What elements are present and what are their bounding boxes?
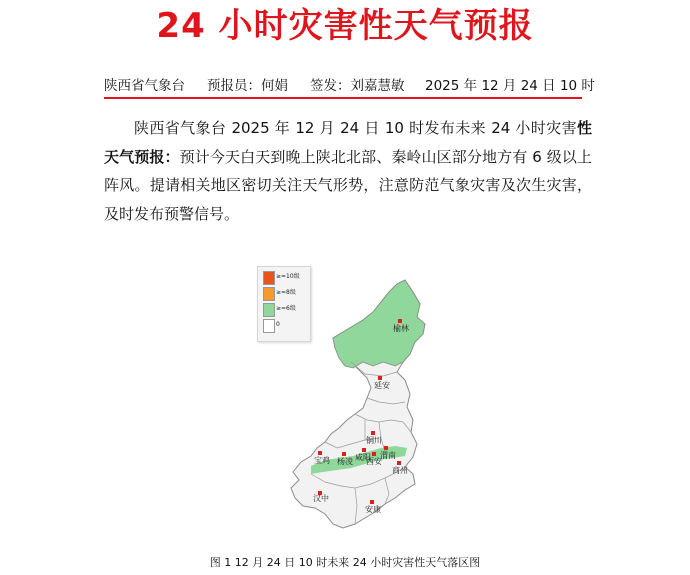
- legend-label: ≥=10级: [276, 273, 300, 280]
- forecast-text: 预计今天白天到晚上陕北北部、秦岭山区部分地方有 6 级以上阵风。提请相关地区密切关注天气形势，注意防范气象灾害及次生灾害，及时发布预警信号。: [104, 147, 592, 223]
- legend-swatch: [263, 287, 275, 301]
- city-marker: [397, 461, 401, 465]
- legend-swatch: [263, 271, 275, 285]
- city-label-yulin: 榆林: [393, 324, 409, 333]
- forecaster: 预报员：何娟: [207, 78, 288, 94]
- city-marker: [318, 451, 322, 455]
- legend-label: 0: [276, 321, 280, 328]
- city-label-ankang: 安康: [365, 505, 381, 514]
- legend-item: [263, 287, 308, 300]
- map-legend: [257, 266, 311, 342]
- city-label-yanan: 延安: [374, 381, 390, 390]
- city-label-tongchuan: 铜川: [366, 436, 382, 445]
- city-marker: [371, 431, 375, 435]
- city-marker: [372, 452, 376, 456]
- forecast-paragraph: [104, 114, 592, 228]
- city-label-hanzhong: 汉中: [313, 494, 329, 503]
- forecast-label: 性天气预报：: [104, 119, 592, 166]
- city-marker: [398, 319, 402, 323]
- city-marker: [370, 500, 374, 504]
- gust-area-north: [333, 280, 425, 368]
- city-marker: [362, 448, 366, 452]
- forecast-lead: 陕西省气象台 2025 年 12 月 24 日 10 时发布未来 24 小时灾害: [134, 119, 577, 137]
- city-label-xian: 西安: [366, 457, 382, 466]
- city-label-shangzhou: 商州: [392, 466, 408, 475]
- legend-item: [263, 303, 308, 316]
- city-marker: [384, 446, 388, 450]
- city-label-weinan: 渭南: [380, 451, 396, 460]
- legend-label: ≥=6级: [276, 305, 296, 312]
- legend-label: ≥=8级: [276, 289, 296, 296]
- issuing-office: 陕西省气象台: [104, 78, 185, 94]
- city-marker: [342, 452, 346, 456]
- signer: 签发：刘嘉慧敏: [310, 78, 405, 94]
- legend-swatch: [263, 319, 275, 333]
- figure-caption: 图 1 12 月 24 日 10 时未来 24 小时灾害性天气落区图: [209, 556, 481, 569]
- city-marker: [378, 376, 382, 380]
- header-divider: [104, 97, 582, 99]
- city-label-baoji: 宝鸡: [314, 456, 330, 465]
- city-label-xianyang: 咸阳: [355, 453, 371, 462]
- legend-swatch: [263, 303, 275, 317]
- document-title: 24 小时灾害性天气预报: [156, 6, 534, 46]
- legend-item: [263, 319, 308, 332]
- issuance-meta: [104, 76, 594, 98]
- legend-item: [263, 271, 308, 284]
- issue-time: 2025 年 12 月 24 日 10 时: [425, 78, 595, 94]
- city-label-yangling: 杨凌: [337, 457, 353, 466]
